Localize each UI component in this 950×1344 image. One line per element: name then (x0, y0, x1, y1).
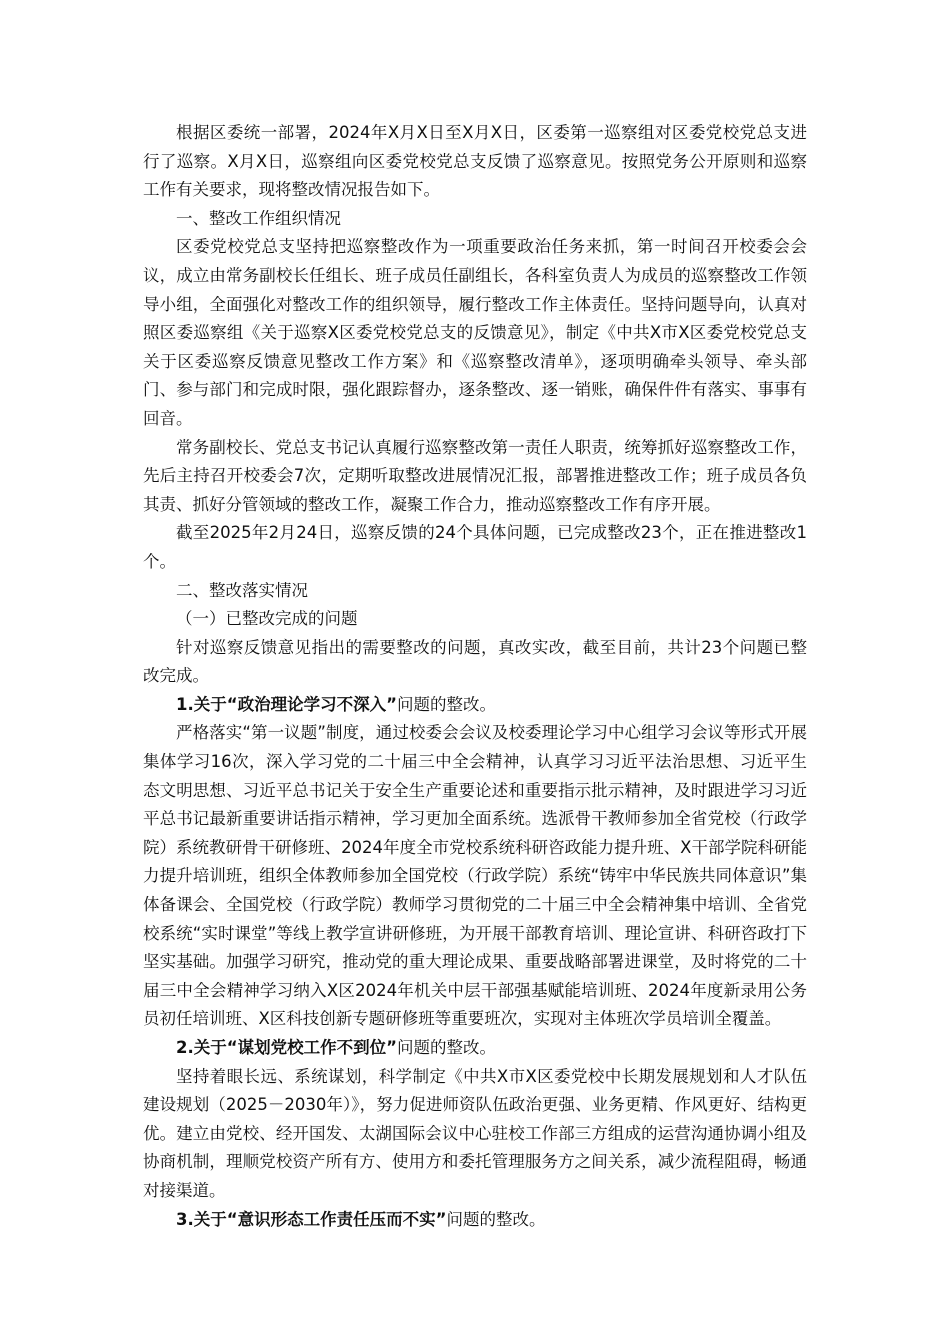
section-2-subheading-1: （一）已整改完成的问题 (176, 609, 358, 629)
item-2-title: 关于“谋划党校工作不到位” (193, 1038, 397, 1057)
section-2-heading: 二、整改落实情况 (176, 580, 308, 600)
document-page (143, 119, 807, 1234)
section-2-sub-1-intro: 针对巡察反馈意见指出的需要整改的问题，真改实改，截至目前，共计23个问题已整改完成。 (143, 637, 807, 686)
item-3-heading (143, 1206, 807, 1235)
section-1-heading: 一、整改工作组织情况 (176, 208, 341, 228)
item-1-number: 1. (176, 694, 194, 714)
item-1-heading (143, 691, 807, 720)
item-2-heading (143, 1034, 807, 1063)
item-3-title: 关于“意识形态工作责任压而不实” (193, 1209, 447, 1229)
section-1-paragraph-3: 截至2025年2月24日，巡察反馈的24个具体问题，已完成整改23个，正在推进整改1个。 (143, 523, 807, 571)
section-1-paragraph-1: 区委党校党总支坚持把巡察整改作为一项重要政治任务来抓，第一时间召开校委会会议，成立由常务副校长任组长、班子成员任副组长，各科室负责人为成员的巡察整改工作领导小组，全面强化对整改工作的组织领导，履行整改工作主体责任。坚持问题导向，认真对照区委巡察组《关于巡察X区委党校党总支的反馈意见》，制定《中共X市X区委党校党总支关于区委巡察反馈意见整改工作方案》和《巡察整改清单》，逐项明确牵头领导、牵头部门、参与部门和完成时限，强化跟踪督办，逐条整改、逐一销账，确保件件有落实、事事有回音。 (143, 237, 807, 428)
item-3-number: 3. (176, 1209, 194, 1229)
item-2-title-tail: 问题的整改。 (396, 1038, 496, 1057)
intro-paragraph: 根据区委统一部署，2024年X月X日至X月X日，区委第一巡察组对区委党校党总支进行了巡察。X月X日，巡察组向区委党校党总支反馈了巡察意见。按照党务公开原则和巡察工作有关要求，现将整改情况报告如下。 (143, 123, 807, 200)
item-1-title-tail: 问题的整改。 (396, 694, 496, 714)
item-2-body: 坚持着眼长远、系统谋划，科学制定《中共X市X区委党校中长期发展规划和人才队伍建设规划（2025－2030年）》，努力促进师资队伍政治更强、业务更精、作风更好、结构更优。建立由党校、经开国发、太湖国际会议中心驻校工作部三方组成的运营沟通协调小组及协商机制，理顺党校资产所有方、使用方和委托管理服务方之间关系，减少流程阻碍，畅通对接渠道。 (143, 1066, 807, 1200)
item-2-number: 2. (176, 1038, 194, 1057)
item-1-body: 严格落实“第一议题”制度，通过校委会会议及校委理论学习中心组学习会议等形式开展集体学习16次，深入学习党的二十届三中全会精神，认真学习习近平法治思想、习近平生态文明思想、习近平总书记关于安全生产重要论述和重要指示批示精神，及时跟进学习习近平总书记最新重要讲话指示精神，学习更加全面系统。选派骨干教师参加全省党校（行政学院）系统教研骨干研修班、2024年度全市党校系统科研咨政能力提升班、X干部学院科研能力提升培训班，组织全体教师参加全国党校（行政学院）系统“铸牢中华民族共同体意识”集体备课会、全国党校（行政学院）教师学习贯彻党的二十届三中全会精神集中培训、全省党校系统“实时课堂”等线上教学宣讲研修班，为开展干部教育培训、理论宣讲、科研咨政打下坚实基础。加强学习研究，推动党的重大理论成果、重要战略部署进课堂，及时将党的二十届三中全会精神学习纳入X区2024年机关中层干部强基赋能培训班、2024年度新录用公务员初任培训班、X区科技创新专题研修班等重要班次，实现对主体班次学员培训全覆盖。 (143, 723, 807, 1029)
item-1-title: 关于“政治理论学习不深入” (193, 694, 397, 714)
item-3-title-tail: 问题的整改。 (446, 1209, 546, 1229)
section-1-paragraph-2: 常务副校长、党总支书记认真履行巡察整改第一责任人职责，统筹抓好巡察整改工作，先后主持召开校委会7次，定期听取整改进展情况汇报，部署推进整改工作；班子成员各负其责、抓好分管领域的整改工作，凝聚工作合力，推动巡察整改工作有序开展。 (143, 437, 807, 514)
